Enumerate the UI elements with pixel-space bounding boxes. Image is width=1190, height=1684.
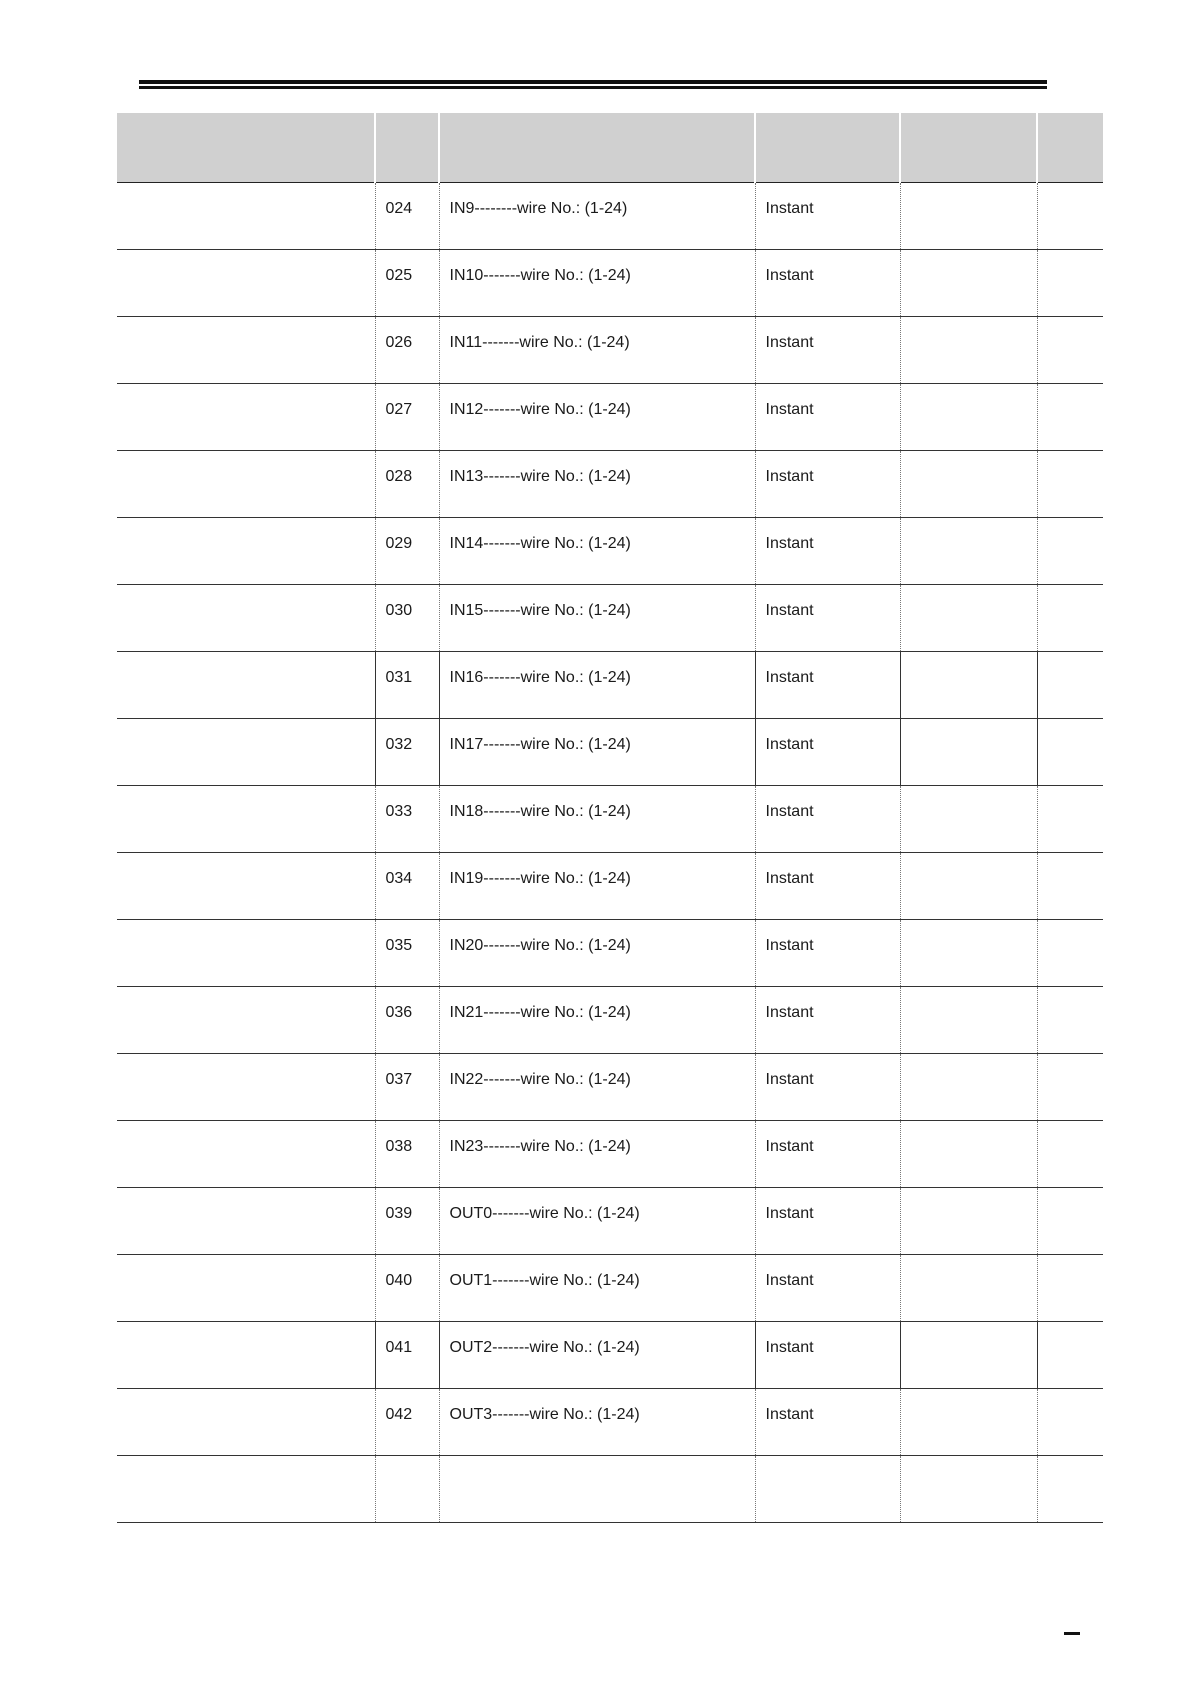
row-default-cell (900, 1121, 1037, 1188)
row-extra-cell (1037, 384, 1103, 451)
row-name-cell (117, 1456, 375, 1523)
row-type-cell (755, 920, 900, 987)
header-cell-type (755, 113, 900, 183)
row-extra-cell (1037, 1456, 1103, 1523)
row-name-cell (117, 1389, 375, 1456)
row-description-text: IN11-------wire No.: (1-24) (449, 334, 630, 351)
row-type-cell (755, 652, 900, 719)
row-code-cell (375, 652, 439, 719)
row-default-cell (900, 1322, 1037, 1389)
row-type-cell (755, 987, 900, 1054)
row-description-cell (439, 1188, 755, 1255)
row-name-cell (117, 1054, 375, 1121)
row-type-cell (755, 786, 900, 853)
row-name-cell (117, 250, 375, 317)
table-row (117, 1054, 1103, 1121)
row-default-cell (900, 1389, 1037, 1456)
row-description-cell (439, 250, 755, 317)
table-row (117, 987, 1103, 1054)
row-code-text: 024 (385, 200, 413, 217)
row-type-cell (755, 1389, 900, 1456)
header-cell-extra (1037, 113, 1103, 183)
row-type-cell (755, 250, 900, 317)
row-type-text: Instant (765, 1138, 814, 1155)
row-type-text: Instant (765, 1339, 814, 1356)
row-code-cell (375, 183, 439, 250)
row-code-cell (375, 786, 439, 853)
row-description-cell (439, 518, 755, 585)
table-row (117, 652, 1103, 719)
row-name-cell (117, 920, 375, 987)
row-description-cell (439, 317, 755, 384)
row-name-cell (117, 1121, 375, 1188)
row-default-cell (900, 384, 1037, 451)
row-type-cell (755, 1188, 900, 1255)
row-type-text: Instant (765, 937, 814, 954)
row-description-text: IN13-------wire No.: (1-24) (449, 468, 631, 485)
table-row (117, 1121, 1103, 1188)
header-cell-description (439, 113, 755, 183)
row-default-cell (900, 853, 1037, 920)
row-default-cell (900, 719, 1037, 786)
header-rule-thin (139, 86, 1047, 89)
row-type-text: Instant (765, 736, 814, 753)
table-row (117, 317, 1103, 384)
row-code-cell (375, 1322, 439, 1389)
row-type-cell (755, 317, 900, 384)
row-type-cell (755, 384, 900, 451)
row-description-cell (439, 1054, 755, 1121)
row-description-cell (439, 652, 755, 719)
row-type-text: Instant (765, 803, 814, 820)
row-extra-cell (1037, 1389, 1103, 1456)
row-default-cell (900, 451, 1037, 518)
row-code-cell (375, 317, 439, 384)
row-extra-cell (1037, 786, 1103, 853)
row-type-text: Instant (765, 1071, 814, 1088)
row-description-text: IN10-------wire No.: (1-24) (449, 267, 631, 284)
row-description-text: IN18-------wire No.: (1-24) (449, 803, 631, 820)
row-description-text: IN16-------wire No.: (1-24) (449, 669, 631, 686)
row-code-cell (375, 384, 439, 451)
row-code-text: 033 (385, 803, 413, 820)
table-row (117, 1188, 1103, 1255)
row-extra-cell (1037, 1188, 1103, 1255)
row-description-text: IN23-------wire No.: (1-24) (449, 1138, 631, 1155)
row-description-cell (439, 1255, 755, 1322)
row-code-text: 040 (385, 1272, 413, 1289)
row-type-text: Instant (765, 870, 814, 887)
row-type-cell (755, 853, 900, 920)
row-name-cell (117, 384, 375, 451)
row-extra-cell (1037, 250, 1103, 317)
row-extra-cell (1037, 183, 1103, 250)
header-cell-name (117, 113, 375, 183)
row-code-cell (375, 920, 439, 987)
row-default-cell (900, 1054, 1037, 1121)
row-default-cell (900, 987, 1037, 1054)
row-description-cell (439, 920, 755, 987)
row-description-cell (439, 1322, 755, 1389)
row-default-cell (900, 1255, 1037, 1322)
row-code-cell (375, 1255, 439, 1322)
row-code-text: 029 (385, 535, 413, 552)
row-name-cell (117, 987, 375, 1054)
row-extra-cell (1037, 853, 1103, 920)
row-description-cell (439, 451, 755, 518)
row-type-text: Instant (765, 200, 814, 217)
row-code-text (386, 1456, 439, 1473)
row-description-text: IN15-------wire No.: (1-24) (449, 602, 631, 619)
header-cell-default (900, 113, 1037, 183)
row-extra-cell (1037, 652, 1103, 719)
row-default-cell (900, 1456, 1037, 1523)
row-name-cell (117, 719, 375, 786)
row-description-cell (439, 384, 755, 451)
table-row (117, 1322, 1103, 1389)
table-row (117, 585, 1103, 652)
row-description-text: OUT1-------wire No.: (1-24) (449, 1272, 640, 1289)
row-code-text: 036 (385, 1004, 413, 1021)
row-description-cell (439, 183, 755, 250)
row-description-text (450, 1456, 755, 1473)
row-extra-cell (1037, 1322, 1103, 1389)
row-description-text: IN12-------wire No.: (1-24) (449, 401, 631, 418)
row-description-text: IN22-------wire No.: (1-24) (449, 1071, 631, 1088)
row-type-cell (755, 1121, 900, 1188)
row-code-cell (375, 1188, 439, 1255)
table-row (117, 786, 1103, 853)
row-extra-cell (1037, 987, 1103, 1054)
row-code-cell (375, 987, 439, 1054)
row-code-cell (375, 451, 439, 518)
row-type-cell (755, 719, 900, 786)
row-code-cell (375, 1054, 439, 1121)
row-code-cell (375, 518, 439, 585)
row-extra-cell (1037, 1121, 1103, 1188)
row-name-cell (117, 1188, 375, 1255)
table-row (117, 719, 1103, 786)
row-description-cell (439, 1456, 755, 1523)
row-default-cell (900, 786, 1037, 853)
row-code-text: 025 (385, 267, 413, 284)
row-code-cell (375, 853, 439, 920)
row-extra-cell (1037, 1255, 1103, 1322)
row-code-cell (375, 1121, 439, 1188)
table-row (117, 1255, 1103, 1322)
row-type-text: Instant (765, 602, 814, 619)
row-default-cell (900, 652, 1037, 719)
row-name-cell (117, 451, 375, 518)
row-name-cell (117, 183, 375, 250)
row-description-text: IN20-------wire No.: (1-24) (449, 937, 631, 954)
row-description-cell (439, 786, 755, 853)
row-extra-cell (1037, 518, 1103, 585)
table-row (117, 250, 1103, 317)
row-description-text: OUT2-------wire No.: (1-24) (449, 1339, 640, 1356)
row-description-text: IN19-------wire No.: (1-24) (449, 870, 631, 887)
row-name-cell (117, 585, 375, 652)
row-type-cell (755, 451, 900, 518)
row-type-text: Instant (765, 267, 814, 284)
row-type-text: Instant (765, 669, 814, 686)
row-code-text: 038 (385, 1138, 413, 1155)
row-description-cell (439, 853, 755, 920)
row-default-cell (900, 317, 1037, 384)
row-type-text: Instant (765, 334, 814, 351)
row-extra-cell (1037, 920, 1103, 987)
row-name-cell (117, 1322, 375, 1389)
row-extra-cell (1037, 1054, 1103, 1121)
row-extra-cell (1037, 719, 1103, 786)
row-description-cell (439, 1389, 755, 1456)
row-type-text (766, 1456, 900, 1473)
row-type-text: Instant (765, 1272, 814, 1289)
row-type-cell (755, 183, 900, 250)
table-row (117, 451, 1103, 518)
row-code-text: 032 (385, 736, 413, 753)
table-row (117, 518, 1103, 585)
row-type-text: Instant (765, 535, 814, 552)
row-code-cell (375, 719, 439, 786)
row-code-cell (375, 1456, 439, 1523)
row-default-cell (900, 585, 1037, 652)
row-name-cell (117, 786, 375, 853)
row-description-cell (439, 1121, 755, 1188)
row-description-cell (439, 719, 755, 786)
row-code-text: 030 (385, 602, 413, 619)
row-code-text: 031 (385, 669, 413, 686)
row-type-cell (755, 1054, 900, 1121)
row-type-text: Instant (765, 468, 814, 485)
row-default-cell (900, 250, 1037, 317)
row-description-cell (439, 585, 755, 652)
row-default-cell (900, 518, 1037, 585)
row-code-text: 035 (385, 937, 413, 954)
table-row (117, 853, 1103, 920)
row-description-text: IN9--------wire No.: (1-24) (449, 200, 628, 217)
row-code-text: 042 (385, 1406, 413, 1423)
row-extra-cell (1037, 451, 1103, 518)
row-description-text: IN14-------wire No.: (1-24) (449, 535, 631, 552)
table-row (117, 920, 1103, 987)
row-name-cell (117, 1255, 375, 1322)
row-description-text: IN21-------wire No.: (1-24) (449, 1004, 631, 1021)
header-rule-thick (139, 80, 1047, 84)
row-code-cell (375, 585, 439, 652)
row-code-text: 034 (385, 870, 413, 887)
row-name-cell (117, 518, 375, 585)
table-row (117, 1389, 1103, 1456)
table-row (117, 183, 1103, 250)
row-extra-cell (1037, 585, 1103, 652)
page-number-mark (1064, 1632, 1080, 1635)
row-code-cell (375, 1389, 439, 1456)
header-cell-code (375, 113, 439, 183)
row-name-cell (117, 652, 375, 719)
row-type-text: Instant (765, 1004, 814, 1021)
row-type-text: Instant (765, 1406, 814, 1423)
row-type-text: Instant (765, 401, 814, 418)
row-type-cell (755, 518, 900, 585)
row-name-cell (117, 853, 375, 920)
row-type-text: Instant (765, 1205, 814, 1222)
table-body (117, 183, 1103, 1523)
row-default-cell (900, 920, 1037, 987)
row-description-cell (439, 987, 755, 1054)
row-code-text: 028 (385, 468, 413, 485)
row-description-text: OUT3-------wire No.: (1-24) (449, 1406, 640, 1423)
table-row (117, 1456, 1103, 1523)
row-type-cell (755, 585, 900, 652)
row-extra-cell (1037, 317, 1103, 384)
row-code-text: 041 (385, 1339, 413, 1356)
row-code-text: 027 (385, 401, 413, 418)
row-code-text: 037 (385, 1071, 413, 1088)
row-default-cell (900, 1188, 1037, 1255)
row-code-cell (375, 250, 439, 317)
table-row (117, 384, 1103, 451)
row-description-text: IN17-------wire No.: (1-24) (449, 736, 631, 753)
row-default-cell (900, 183, 1037, 250)
row-description-text: OUT0-------wire No.: (1-24) (449, 1205, 640, 1222)
row-name-cell (117, 317, 375, 384)
parameter-table (117, 113, 1103, 1523)
row-code-text: 026 (385, 334, 413, 351)
row-type-cell (755, 1456, 900, 1523)
row-code-text: 039 (385, 1205, 413, 1222)
row-type-cell (755, 1322, 900, 1389)
table-header-row (117, 113, 1103, 183)
row-type-cell (755, 1255, 900, 1322)
